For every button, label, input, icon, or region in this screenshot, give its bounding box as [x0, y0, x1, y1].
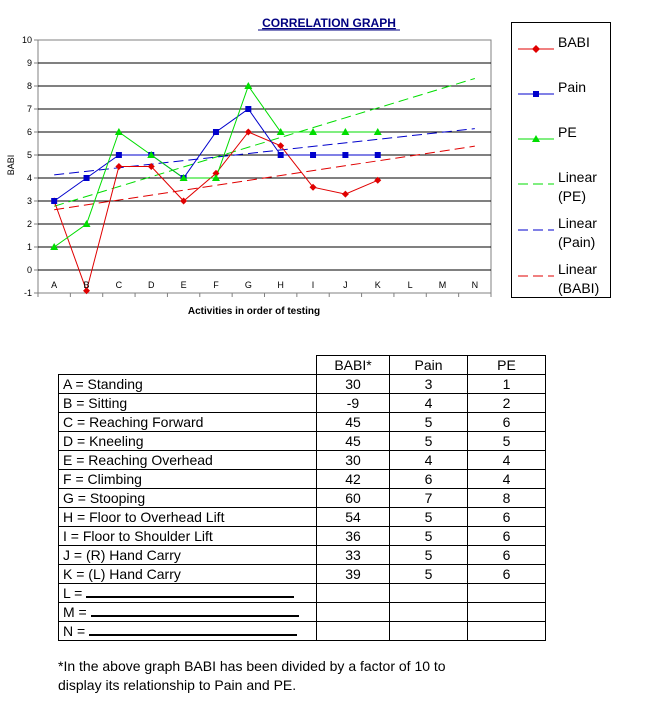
activity-table — [58, 355, 546, 641]
pain-value: 5 — [390, 508, 468, 527]
legend-linear-babi-swatch — [516, 268, 556, 284]
blank-fill-line — [89, 622, 297, 636]
table-row — [59, 413, 546, 432]
babi-value: 39 — [317, 565, 390, 584]
blank-activity-prefix: N = — [63, 623, 86, 639]
legend-item-pain — [512, 76, 610, 116]
babi-value-empty — [317, 584, 390, 603]
table-row-blank — [59, 603, 546, 622]
legend-item-pe — [512, 121, 610, 161]
activity-label: I = Floor to Shoulder Lift — [59, 527, 317, 546]
activity-label: B = Sitting — [59, 394, 317, 413]
pe-value: 8 — [468, 489, 546, 508]
y-tick-label: 4 — [26, 173, 32, 183]
activity-label: J = (R) Hand Carry — [59, 546, 317, 565]
data-point-pain — [245, 106, 251, 112]
x-tick-label: C — [115, 280, 123, 290]
chart-title: CORRELATION GRAPH — [262, 16, 396, 30]
pain-value: 5 — [390, 413, 468, 432]
y-tick-label: 8 — [26, 81, 32, 91]
table-header-pe: PE — [468, 356, 546, 375]
table-row — [59, 432, 546, 451]
legend-label-pe: PE — [558, 124, 577, 140]
pain-value: 5 — [390, 546, 468, 565]
table-header-blank — [59, 356, 317, 375]
blank-activity-label — [59, 622, 317, 641]
babi-value: 42 — [317, 470, 390, 489]
activity-label: H = Floor to Overhead Lift — [59, 508, 317, 527]
data-point-pain — [342, 152, 348, 158]
pain-value: 4 — [390, 394, 468, 413]
table-header-pain: Pain — [390, 356, 468, 375]
x-tick-label: E — [180, 280, 187, 290]
x-tick-label: A — [51, 280, 58, 290]
legend-linear-pe-swatch — [516, 176, 556, 192]
y-tick-label: 5 — [26, 150, 32, 160]
x-tick-label: H — [277, 280, 284, 290]
y-tick-label: 0 — [26, 265, 32, 275]
blank-activity-label — [59, 584, 317, 603]
babi-value: 60 — [317, 489, 390, 508]
x-axis-label: Activities in order of testing — [187, 306, 321, 317]
activity-label: G = Stooping — [59, 489, 317, 508]
pe-value: 2 — [468, 394, 546, 413]
y-tick-label: 3 — [26, 196, 32, 206]
babi-value: 30 — [317, 451, 390, 470]
babi-value-empty — [317, 622, 390, 641]
table-row — [59, 508, 546, 527]
x-tick-label: N — [471, 280, 479, 290]
babi-value: 54 — [317, 508, 390, 527]
legend-linear-pain-swatch — [516, 222, 556, 238]
legend-item-linear-pe — [512, 166, 610, 210]
x-tick-label: L — [407, 280, 413, 290]
pe-value-empty — [468, 603, 546, 622]
pain-value: 7 — [390, 489, 468, 508]
table-row — [59, 375, 546, 394]
x-tick-label: F — [213, 280, 219, 290]
pain-value-empty — [390, 622, 468, 641]
pe-value: 1 — [468, 375, 546, 394]
y-tick-label: 6 — [26, 127, 32, 137]
x-tick-label: M — [438, 280, 447, 290]
pe-value: 6 — [468, 527, 546, 546]
legend-label-linear-babi: Linear (BABI) — [558, 261, 600, 296]
babi-value: 45 — [317, 413, 390, 432]
data-point-pain — [278, 152, 284, 158]
y-axis-label: BABI — [6, 154, 16, 176]
activity-label: D = Kneeling — [59, 432, 317, 451]
data-point-pain — [116, 152, 122, 158]
table-row-blank — [59, 584, 546, 603]
chart-legend — [511, 22, 611, 298]
y-tick-label: 2 — [26, 219, 32, 229]
pe-value: 5 — [468, 432, 546, 451]
pain-value-empty — [390, 584, 468, 603]
pe-value: 6 — [468, 546, 546, 565]
pain-value: 6 — [390, 470, 468, 489]
babi-value: 45 — [317, 432, 390, 451]
blank-activity-label — [59, 603, 317, 622]
pain-value: 3 — [390, 375, 468, 394]
data-point-pain — [213, 129, 219, 135]
legend-babi-swatch — [516, 41, 556, 57]
pe-value: 6 — [468, 565, 546, 584]
pain-value: 5 — [390, 565, 468, 584]
table-row — [59, 489, 546, 508]
x-tick-label: D — [148, 280, 155, 290]
footnote: *In the above graph BABI has been divided by a factor of 10 to display its relationship to Pain and PE. — [58, 658, 446, 693]
blank-fill-line — [91, 603, 299, 617]
blank-activity-prefix: M = — [63, 604, 87, 620]
x-tick-label: I — [311, 280, 315, 290]
babi-value: 36 — [317, 527, 390, 546]
blank-activity-prefix: L = — [63, 585, 83, 601]
babi-value: 30 — [317, 375, 390, 394]
pe-value: 6 — [468, 413, 546, 432]
table-row-blank — [59, 622, 546, 641]
y-tick-label: 7 — [26, 104, 32, 114]
activity-label: C = Reaching Forward — [59, 413, 317, 432]
x-tick-label: J — [343, 280, 348, 290]
pain-value: 5 — [390, 527, 468, 546]
legend-label-pain: Pain — [558, 79, 587, 95]
table-row — [59, 565, 546, 584]
activity-label: E = Reaching Overhead — [59, 451, 317, 470]
legend-label-babi: BABI — [558, 34, 590, 50]
table-header-row — [59, 356, 546, 375]
legend-item-babi — [512, 31, 610, 71]
pain-value: 5 — [390, 432, 468, 451]
data-point-pain — [84, 175, 90, 181]
activity-label: F = Climbing — [59, 470, 317, 489]
table-row — [59, 451, 546, 470]
table-row — [59, 470, 546, 489]
pe-value: 4 — [468, 470, 546, 489]
legend-label-linear-pe: Linear (PE) — [558, 169, 597, 204]
activity-label: A = Standing — [59, 375, 317, 394]
x-tick-label: K — [374, 280, 381, 290]
legend-item-linear-babi — [512, 258, 610, 302]
table-row — [59, 394, 546, 413]
plot-area — [38, 40, 491, 293]
pe-value: 4 — [468, 451, 546, 470]
data-point-pain — [51, 198, 57, 204]
legend-label-linear-pain: Linear (Pain) — [558, 215, 597, 250]
y-tick-label: -1 — [23, 288, 32, 298]
legend-pe-swatch — [516, 131, 556, 147]
y-tick-label: 10 — [21, 35, 32, 45]
pain-value-empty — [390, 603, 468, 622]
activity-label: K = (L) Hand Carry — [59, 565, 317, 584]
data-point-pain — [375, 152, 381, 158]
table-row — [59, 546, 546, 565]
pain-value: 4 — [390, 451, 468, 470]
pe-value-empty — [468, 622, 546, 641]
pe-value: 6 — [468, 508, 546, 527]
legend-pain-swatch — [516, 86, 556, 102]
x-tick-label: B — [83, 280, 90, 290]
table-row — [59, 527, 546, 546]
pe-value-empty — [468, 584, 546, 603]
babi-value: 33 — [317, 546, 390, 565]
babi-value: -9 — [317, 394, 390, 413]
legend-item-linear-pain — [512, 212, 610, 256]
data-point-pain — [310, 152, 316, 158]
x-tick-label: G — [244, 280, 252, 290]
table-header-babi: BABI* — [317, 356, 390, 375]
y-tick-label: 9 — [26, 58, 32, 68]
babi-value-empty — [317, 603, 390, 622]
blank-fill-line — [86, 584, 294, 598]
y-tick-label: 1 — [26, 242, 32, 252]
